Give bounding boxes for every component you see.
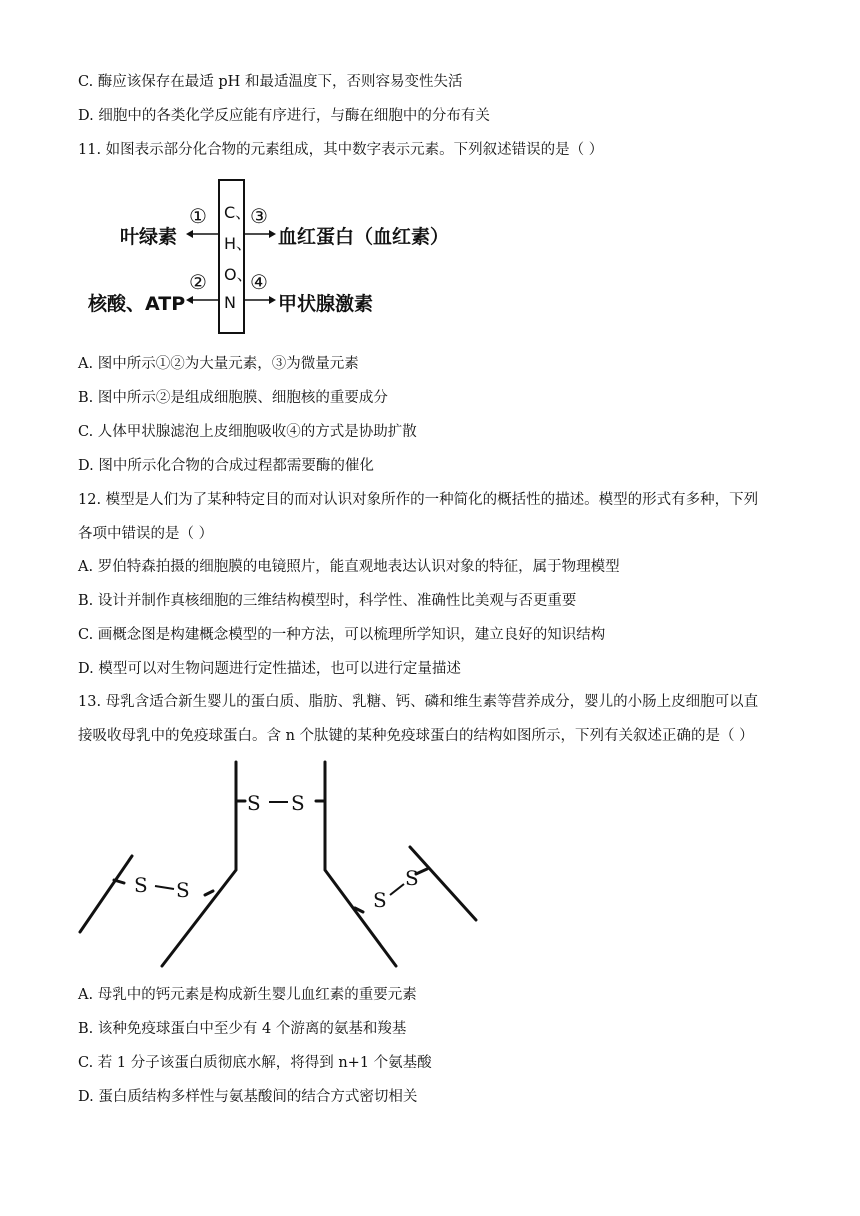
label-hemoglobin: 血红蛋白（血红素） — [278, 226, 450, 248]
label-chlorophyll: 叶绿素 — [120, 226, 178, 248]
disulfide-s-5: S — [373, 888, 387, 912]
center-letter-h: H、 — [224, 234, 253, 253]
center-letter-n: N — [224, 293, 236, 312]
center-letter-o: O、 — [224, 265, 253, 284]
number-2: ② — [189, 270, 207, 294]
number-3: ③ — [250, 204, 268, 228]
q12-option-b: B. 设计并制作真核细胞的三维结构模型时，科学性、准确性比美观与否更重要 — [78, 593, 577, 609]
disulfide-s-2: S — [291, 791, 305, 815]
q11-option-b: B. 图中所示②是组成细胞膜、细胞核的重要成分 — [78, 390, 388, 406]
question-11-stem: 11. 如图表示部分化合物的元素组成，其中数字表示元素。下列叙述错误的是（ ） — [78, 142, 604, 158]
q13-option-a: A. 母乳中的钙元素是构成新生婴儿血红素的重要元素 — [78, 987, 417, 1003]
q11-option-a: A. 图中所示①②为大量元素，③为微量元素 — [78, 356, 359, 372]
question-12-stem: 12. 模型是人们为了某种特定目的而对认识对象所作的一种简化的概括性的描述。模型的形式有多种，下列 — [78, 492, 759, 508]
q12-option-d: D. 模型可以对生物问题进行定性描述，也可以进行定量描述 — [78, 661, 461, 677]
label-thyroxine: 甲状腺激素 — [278, 293, 374, 315]
q13-option-b: B. 该种免疫球蛋白中至少有 4 个游离的氨基和羧基 — [78, 1021, 407, 1037]
q11-option-c: C. 人体甲状腺滤泡上皮细胞吸收④的方式是协助扩散 — [78, 424, 417, 440]
disulfide-s-6: S — [405, 866, 419, 890]
question-12-stem-cont: 各项中错误的是（ ） — [78, 526, 214, 542]
disulfide-s-3: S — [134, 873, 148, 897]
q11-option-d: D. 图中所示化合物的合成过程都需要酶的催化 — [78, 458, 374, 474]
number-1: ① — [189, 204, 207, 228]
q13-option-d: D. 蛋白质结构多样性与氨基酸间的结合方式密切相关 — [78, 1089, 418, 1105]
question-13-stem: 13. 母乳含适合新生婴儿的蛋白质、脂肪、乳糖、钙、磷和维生素等营养成分，婴儿的小肠上皮细胞可以直 — [78, 694, 759, 710]
disulfide-s-1: S — [247, 791, 261, 815]
q13-option-c: C. 若 1 分子该蛋白质彻底水解，将得到 n+1 个氨基酸 — [78, 1055, 432, 1071]
line-option-d-prev: D. 细胞中的各类化学反应能有序进行，与酶在细胞中的分布有关 — [78, 108, 490, 124]
question-13-stem-cont: 接吸收母乳中的免疫球蛋白。含 n 个肽键的某种免疫球蛋白的结构如图所示，下列有关叙述正确的是（ ） — [78, 728, 754, 744]
q12-option-c: C. 画概念图是构建概念模型的一种方法，可以梳理所学知识，建立良好的知识结构 — [78, 627, 606, 643]
line-option-c-prev: C. 酶应该保存在最适 pH 和最适温度下，否则容易变性失活 — [78, 74, 463, 90]
q12-option-a: A. 罗伯特森拍摄的细胞膜的电镜照片，能直观地表达认识对象的特征，属于物理模型 — [78, 559, 620, 575]
number-4: ④ — [250, 270, 268, 294]
label-nucleic-acid-atp: 核酸、ATP — [88, 293, 186, 315]
disulfide-s-4: S — [176, 878, 190, 902]
center-letter-c: C、 — [224, 203, 252, 222]
